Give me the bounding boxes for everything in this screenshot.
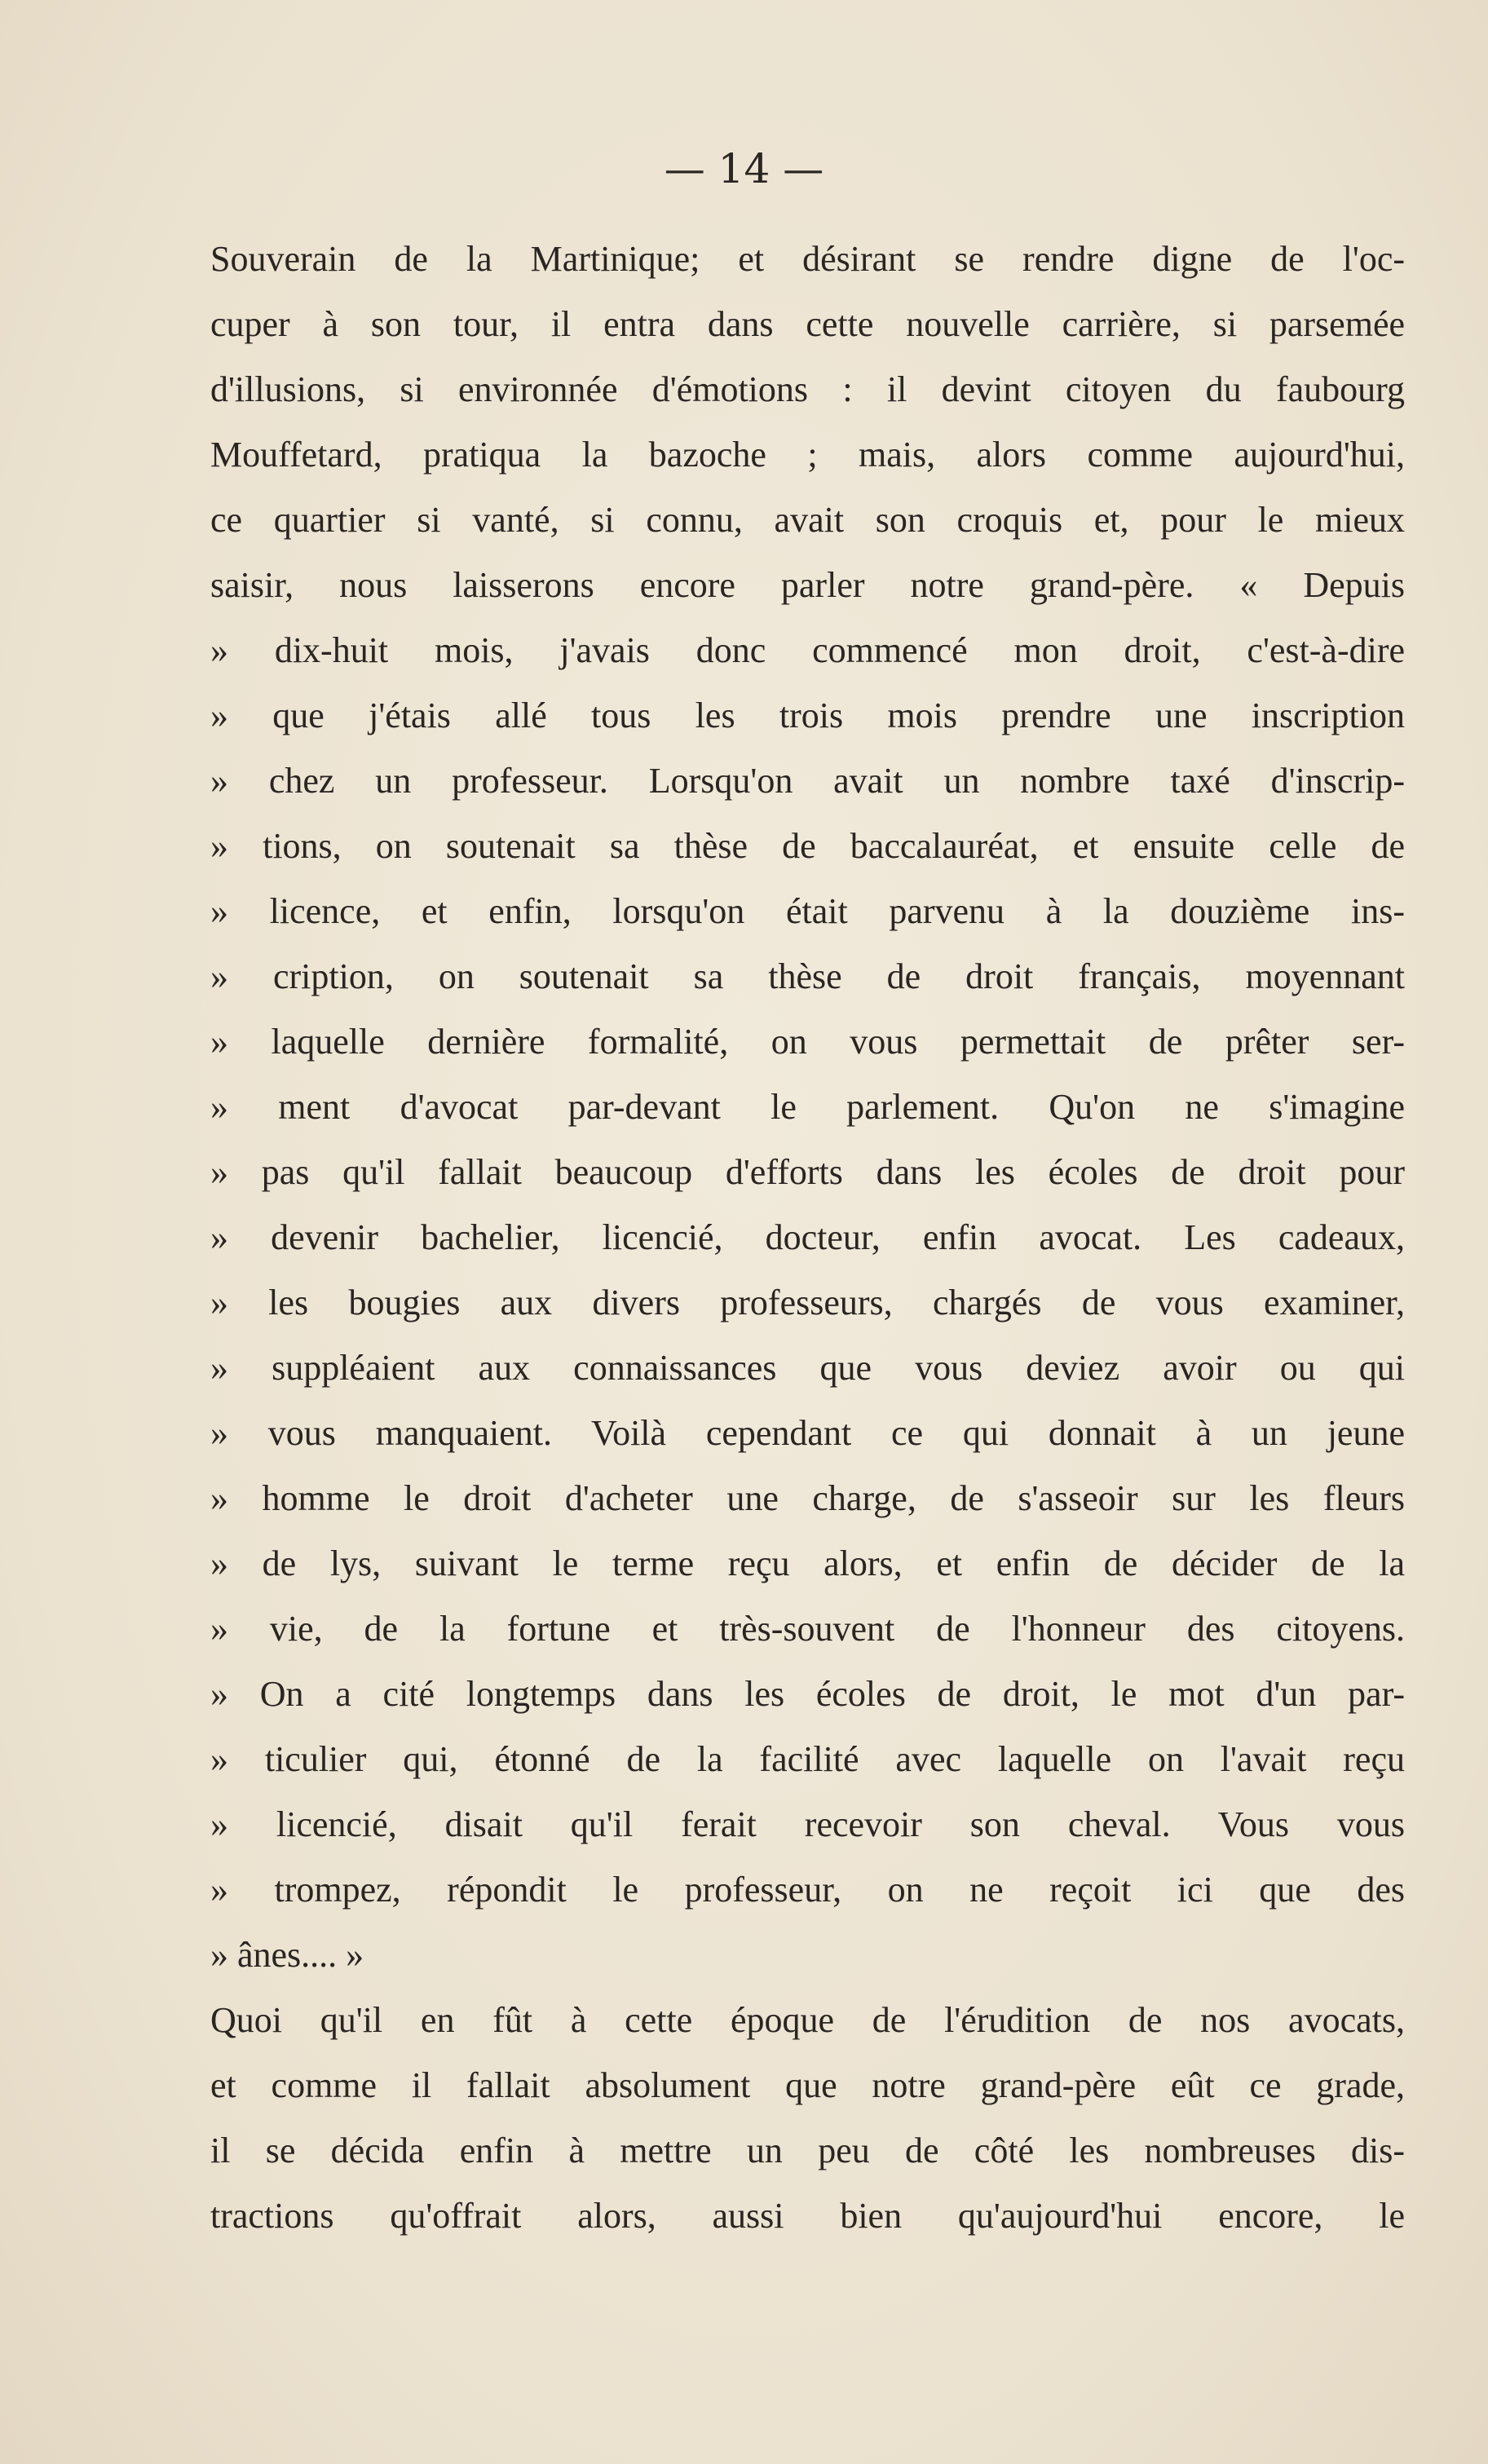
text-line: » ticulier qui, étonné de la facilité avec laquelle on l'avait reçu xyxy=(210,1739,1405,1779)
text-line: Souverain de la Martinique; et désirant se rendre digne de l'oc- xyxy=(210,239,1405,279)
page-number: — 14 — xyxy=(664,145,824,192)
body-text xyxy=(210,227,1405,2249)
text-line: cuper à son tour, il entra dans cette nouvelle carrière, si parsemée xyxy=(210,304,1405,344)
text-line: » pas qu'il fallait beaucoup d'efforts dans les écoles de droit pour xyxy=(210,1152,1405,1192)
text-line: » vie, de la fortune et très-souvent de l'honneur des citoyens. xyxy=(210,1609,1405,1649)
text-line: » ânes.... » xyxy=(210,1935,364,1975)
text-line: » ment d'avocat par-devant le parlement. Qu'on ne s'imagine xyxy=(210,1087,1405,1127)
text-line: » licence, et enfin, lorsqu'on était parvenu à la douzième ins- xyxy=(210,891,1405,931)
text-line: » dix-huit mois, j'avais donc commencé mon droit, c'est-à-dire xyxy=(210,630,1405,670)
text-line: Mouffetard, pratiqua la bazoche ; mais, alors comme aujourd'hui, xyxy=(210,435,1405,475)
text-line: ce quartier si vanté, si connu, avait son croquis et, pour le mieux xyxy=(210,500,1405,540)
text-line: » trompez, répondit le professeur, on ne reçoit ici que des xyxy=(210,1870,1405,1910)
text-line: » les bougies aux divers professeurs, chargés de vous examiner, xyxy=(210,1283,1405,1323)
text-line: » devenir bachelier, licencié, docteur, enfin avocat. Les cadeaux, xyxy=(210,1217,1405,1257)
text-line: il se décida enfin à mettre un peu de côté les nombreuses dis- xyxy=(210,2131,1405,2170)
text-line: tractions qu'offrait alors, aussi bien qu'aujourd'hui encore, le xyxy=(210,2196,1405,2236)
text-line: » licencié, disait qu'il ferait recevoir son cheval. Vous vous xyxy=(210,1804,1405,1844)
text-line: » tions, on soutenait sa thèse de baccalauréat, et ensuite celle de xyxy=(210,826,1405,866)
text-line: » vous manquaient. Voilà cependant ce qui donnait à un jeune xyxy=(210,1413,1405,1453)
text-line: » chez un professeur. Lorsqu'on avait un nombre taxé d'inscrip- xyxy=(210,761,1405,801)
text-line: » homme le droit d'acheter une charge, de s'asseoir sur les fleurs xyxy=(210,1478,1405,1518)
text-line: » que j'étais allé tous les trois mois prendre une inscription xyxy=(210,695,1405,735)
text-line: Quoi qu'il en fût à cette époque de l'érudition de nos avocats, xyxy=(210,2000,1405,2040)
text-line: et comme il fallait absolument que notre grand-père eût ce grade, xyxy=(210,2065,1405,2105)
text-line: » On a cité longtemps dans les écoles de droit, le mot d'un par- xyxy=(210,1674,1405,1714)
text-line: » cription, on soutenait sa thèse de droit français, moyennant xyxy=(210,956,1405,996)
text-line: d'illusions, si environnée d'émotions : il devint citoyen du faubourg xyxy=(210,369,1405,409)
text-line: saisir, nous laisserons encore parler notre grand-père. « Depuis xyxy=(210,565,1405,605)
text-line: » laquelle dernière formalité, on vous permettait de prêter ser- xyxy=(210,1022,1405,1062)
text-line: » de lys, suivant le terme reçu alors, et enfin de décider de la xyxy=(210,1543,1405,1583)
text-line: » suppléaient aux connaissances que vous deviez avoir ou qui xyxy=(210,1348,1405,1388)
